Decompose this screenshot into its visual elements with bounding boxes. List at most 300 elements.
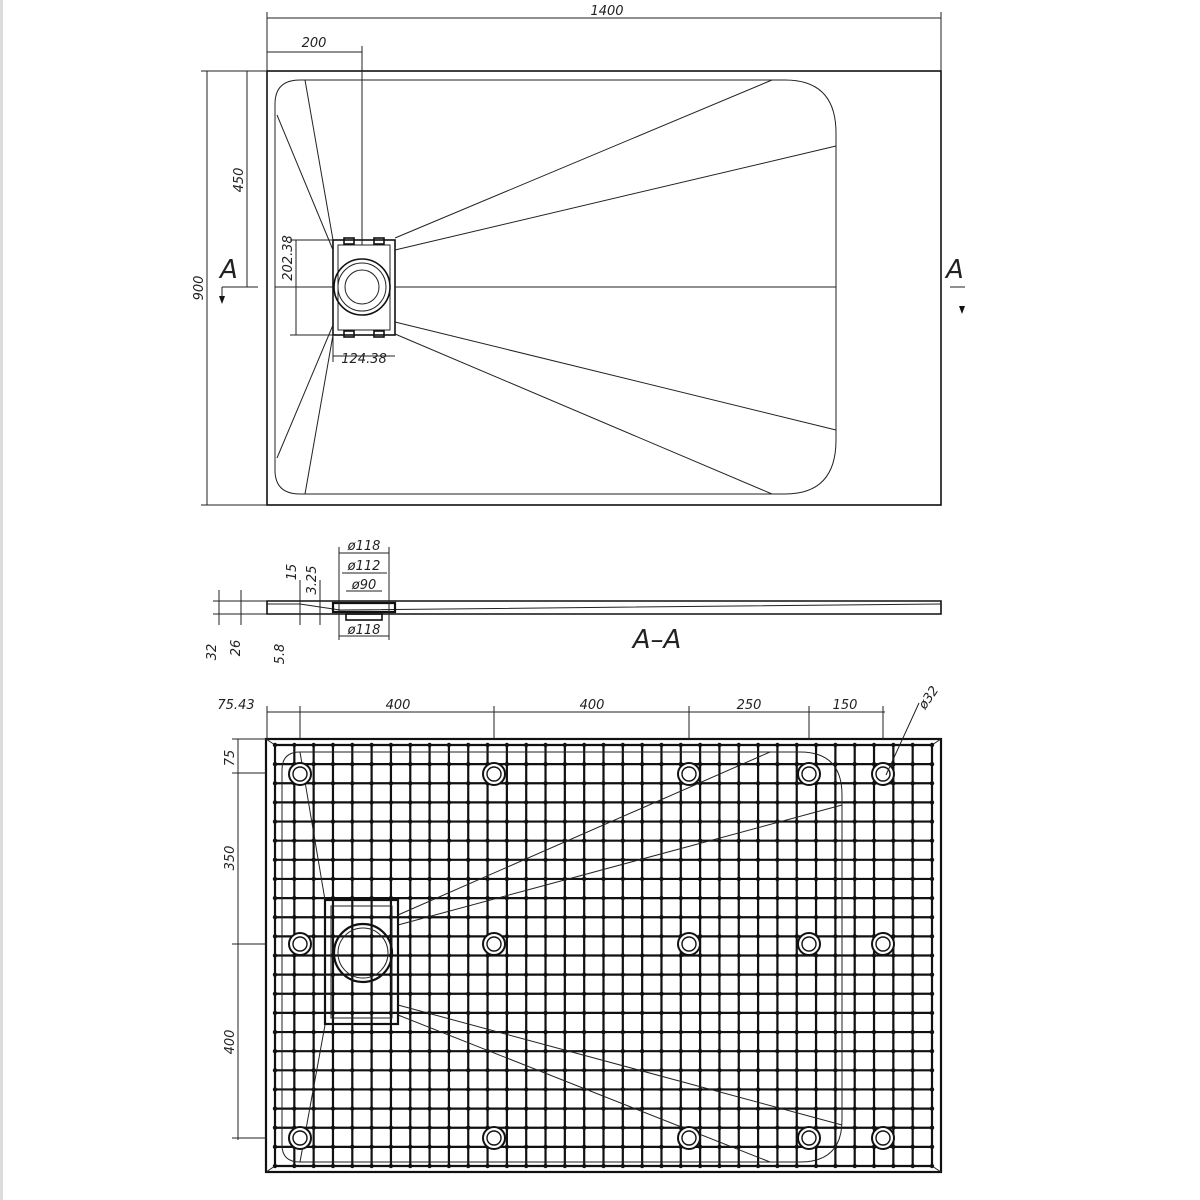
dim-label-75: 75 [223, 749, 238, 767]
rib-node [350, 762, 354, 766]
rib-node [872, 858, 876, 862]
rib-node [814, 743, 818, 747]
rib-node [698, 915, 702, 919]
rib-node [273, 1049, 277, 1053]
rib-node [775, 781, 779, 785]
rib-node [543, 972, 547, 976]
rib-node [795, 1087, 799, 1091]
rib-node [833, 838, 837, 842]
rib-node [408, 992, 412, 996]
rib-node [891, 1030, 895, 1034]
rib-node [427, 896, 431, 900]
rib-node [408, 1106, 412, 1110]
rib-node [563, 743, 567, 747]
rib-node [524, 1145, 528, 1149]
rib-node [853, 953, 857, 957]
rib-node [833, 1049, 837, 1053]
rib-node [389, 1030, 393, 1034]
rib-node [795, 781, 799, 785]
rib-node [582, 992, 586, 996]
rib-node [775, 1068, 779, 1072]
rib-node [833, 877, 837, 881]
rib-node [292, 1164, 296, 1168]
rib-node [853, 1011, 857, 1015]
rib-node [659, 1106, 663, 1110]
rib-node [389, 1087, 393, 1091]
rib-node [814, 858, 818, 862]
rib-node [601, 972, 605, 976]
rib-node [408, 1068, 412, 1072]
rib-node [563, 953, 567, 957]
rib-node [775, 953, 779, 957]
rib-node [930, 972, 934, 976]
leg-hole [872, 933, 894, 955]
rib-node [853, 915, 857, 919]
rib-node [427, 800, 431, 804]
rib-node [331, 858, 335, 862]
rib-node [311, 800, 315, 804]
rib-node [717, 800, 721, 804]
rib-node [910, 934, 914, 938]
rib-node [737, 781, 741, 785]
rib-node [447, 1087, 451, 1091]
rib-node [466, 858, 470, 862]
rib-node [505, 972, 509, 976]
dim-label-15: 15 [285, 563, 300, 581]
rib-node [910, 896, 914, 900]
rib-node [621, 858, 625, 862]
rib-node [389, 743, 393, 747]
rib-node [582, 972, 586, 976]
rib-node [910, 1164, 914, 1168]
rib-node [292, 743, 296, 747]
rib-node [447, 838, 451, 842]
rib-node [524, 1030, 528, 1034]
dim-drain-box-width [333, 335, 395, 367]
rib-node [601, 992, 605, 996]
rib-node [814, 1087, 818, 1091]
rib-node [601, 915, 605, 919]
rib-node [930, 877, 934, 881]
rib-node [350, 953, 354, 957]
rib-node [833, 1087, 837, 1091]
rib-node [273, 972, 277, 976]
rib-node [447, 858, 451, 862]
rib-node [930, 858, 934, 862]
rib-node [582, 762, 586, 766]
rib-node [659, 1126, 663, 1130]
rib-node [621, 800, 625, 804]
rib-node [698, 1106, 702, 1110]
rib-node [505, 1049, 509, 1053]
rib-node [621, 1049, 625, 1053]
rib-node [795, 1145, 799, 1149]
rib-node [369, 1049, 373, 1053]
rib-node [640, 762, 644, 766]
rib-node [930, 1164, 934, 1168]
rib-node [756, 992, 760, 996]
dim-label-3-25: 3.25 [305, 565, 320, 595]
rib-node [698, 1145, 702, 1149]
rib-node [795, 877, 799, 881]
rib-node [485, 800, 489, 804]
svg-text:A: A [220, 255, 238, 285]
rib-node [756, 972, 760, 976]
rib-node [543, 800, 547, 804]
rib-node [698, 1068, 702, 1072]
rib-node [311, 743, 315, 747]
rib-node [833, 972, 837, 976]
section-view [205, 539, 941, 664]
rib-node [659, 915, 663, 919]
rib-node [737, 1106, 741, 1110]
rib-node [601, 858, 605, 862]
rib-node [698, 819, 702, 823]
rib-node [756, 915, 760, 919]
rib-node [814, 1106, 818, 1110]
rib-node [698, 838, 702, 842]
rib-node [311, 1106, 315, 1110]
rib-node [427, 858, 431, 862]
leg-hole [289, 763, 311, 785]
dim-label-400-left: 400 [223, 1029, 238, 1055]
rib-node [795, 1106, 799, 1110]
rib-node [756, 1164, 760, 1168]
rib-node [737, 1030, 741, 1034]
rib-node [601, 838, 605, 842]
rib-node [853, 1087, 857, 1091]
rib-node [756, 1068, 760, 1072]
rib-node [466, 877, 470, 881]
rib-node [563, 992, 567, 996]
rib-node [292, 800, 296, 804]
rib-node [872, 1164, 876, 1168]
rib-node [543, 781, 547, 785]
rib-node [350, 838, 354, 842]
rib-node [930, 953, 934, 957]
dim-label-length: 1400 [590, 4, 624, 19]
rib-node [408, 1145, 412, 1149]
rib-node [505, 838, 509, 842]
rib-node [679, 838, 683, 842]
rib-node [795, 992, 799, 996]
rib-node [640, 877, 644, 881]
rib-node [872, 877, 876, 881]
rib-node [910, 972, 914, 976]
rib-node [292, 1106, 296, 1110]
rib-node [872, 915, 876, 919]
rib-node [601, 1068, 605, 1072]
rib-node [427, 743, 431, 747]
rib-node [505, 743, 509, 747]
rib-node [389, 762, 393, 766]
rib-node [891, 743, 895, 747]
rib-node [292, 877, 296, 881]
rib-node [389, 800, 393, 804]
rib-node [910, 838, 914, 842]
rib-node [833, 1030, 837, 1034]
rib-node [833, 915, 837, 919]
rib-node [833, 934, 837, 938]
rib-node [853, 972, 857, 976]
rib-node [369, 781, 373, 785]
rib-node [273, 1126, 277, 1130]
rib-node [679, 896, 683, 900]
rib-node [292, 896, 296, 900]
rib-node [930, 819, 934, 823]
rib-node [292, 1087, 296, 1091]
rib-node [311, 1030, 315, 1034]
rib-node [853, 858, 857, 862]
rib-node [621, 972, 625, 976]
rib-node [369, 1030, 373, 1034]
rib-node [679, 1068, 683, 1072]
rib-node [273, 877, 277, 881]
rib-node [930, 743, 934, 747]
rib-node [601, 1164, 605, 1168]
rib-node [698, 992, 702, 996]
rib-node [910, 800, 914, 804]
rib-node [891, 896, 895, 900]
rib-node [466, 1068, 470, 1072]
rib-node [389, 1049, 393, 1053]
rib-node [505, 762, 509, 766]
rib-node [408, 915, 412, 919]
plan-view [192, 4, 965, 505]
rib-node [427, 1068, 431, 1072]
rib-node [621, 877, 625, 881]
rib-node [679, 1087, 683, 1091]
rib-node [273, 781, 277, 785]
rib-node [795, 896, 799, 900]
rib-node [524, 838, 528, 842]
rib-node [717, 819, 721, 823]
dim-label-400-a: 400 [385, 698, 411, 713]
rib-node [621, 915, 625, 919]
rib-node [621, 934, 625, 938]
rib-node [311, 992, 315, 996]
rib-node [505, 953, 509, 957]
rib-node [737, 858, 741, 862]
rib-node [273, 1087, 277, 1091]
rib-node [698, 972, 702, 976]
rib-node [582, 1068, 586, 1072]
rib-node [601, 1011, 605, 1015]
svg-text:A: A [946, 255, 964, 285]
rib-node [466, 819, 470, 823]
rib-node [563, 762, 567, 766]
rib-node [717, 877, 721, 881]
rib-node [872, 1030, 876, 1034]
rib-node [350, 1106, 354, 1110]
rib-node [640, 1145, 644, 1149]
rib-node [485, 858, 489, 862]
rib-node [679, 992, 683, 996]
leg-hole [798, 763, 820, 785]
rib-node [601, 896, 605, 900]
rib-node [389, 858, 393, 862]
rib-node [910, 743, 914, 747]
rib-node [640, 915, 644, 919]
dim-overall-length [267, 4, 941, 71]
dim-label-d90: ø90 [351, 578, 377, 593]
rib-node [292, 838, 296, 842]
rib-node [737, 896, 741, 900]
rib-node [698, 1087, 702, 1091]
rib-node [833, 800, 837, 804]
rib-node [331, 1145, 335, 1149]
rib-node [427, 1164, 431, 1168]
rib-node [466, 953, 470, 957]
rib-node [427, 819, 431, 823]
rib-node [930, 915, 934, 919]
rib-node [582, 1030, 586, 1034]
rib-node [737, 1145, 741, 1149]
rib-node [659, 743, 663, 747]
rib-node [369, 1087, 373, 1091]
rib-node [311, 858, 315, 862]
rib-node [910, 781, 914, 785]
rib-node [369, 1164, 373, 1168]
rib-node [756, 1145, 760, 1149]
rib-node [737, 934, 741, 938]
rib-node [853, 934, 857, 938]
rib-node [621, 838, 625, 842]
rib-node [273, 1145, 277, 1149]
rib-node [350, 1126, 354, 1130]
leg-hole [872, 763, 894, 785]
rib-node [350, 1049, 354, 1053]
rib-node [331, 838, 335, 842]
rib-node [543, 1030, 547, 1034]
rib-node [872, 992, 876, 996]
rib-node [717, 762, 721, 766]
dim-label-box-height: 202.38 [281, 235, 296, 281]
rib-node [930, 1068, 934, 1072]
rib-node [910, 877, 914, 881]
dim-label-5-8: 5.8 [273, 643, 288, 665]
rib-node [621, 1068, 625, 1072]
rib-node [524, 1106, 528, 1110]
rib-node [524, 1049, 528, 1053]
rib-node [872, 1068, 876, 1072]
rib-node [466, 1030, 470, 1034]
rib-node [872, 1106, 876, 1110]
rib-node [853, 1106, 857, 1110]
rib-node [795, 1030, 799, 1034]
rib-node [679, 743, 683, 747]
underside-drain [325, 900, 398, 1024]
rib-node [910, 1030, 914, 1034]
rib-node [447, 953, 451, 957]
rib-node [563, 1030, 567, 1034]
rib-node [524, 1068, 528, 1072]
rib-node [910, 1049, 914, 1053]
rib-node [292, 1030, 296, 1034]
rib-node [872, 972, 876, 976]
rib-node [737, 915, 741, 919]
rib-node [408, 800, 412, 804]
rib-node [524, 819, 528, 823]
rib-node [350, 1087, 354, 1091]
rib-node [505, 1011, 509, 1015]
rib-node [910, 1126, 914, 1130]
rib-node [698, 1030, 702, 1034]
rib-node [292, 819, 296, 823]
rib-node [466, 934, 470, 938]
rib-node [621, 762, 625, 766]
rib-node [524, 915, 528, 919]
rib-node [408, 858, 412, 862]
rib-node [311, 762, 315, 766]
rib-node [485, 992, 489, 996]
rib-node [543, 934, 547, 938]
rib-node [331, 877, 335, 881]
rib-node [679, 1011, 683, 1015]
rib-node [601, 934, 605, 938]
rib-node [369, 1011, 373, 1015]
rib-node [485, 1030, 489, 1034]
rib-node [621, 1030, 625, 1034]
rib-node [756, 1126, 760, 1130]
rib-node [601, 762, 605, 766]
rib-node [427, 838, 431, 842]
rib-node [717, 1106, 721, 1110]
rib-node [485, 1011, 489, 1015]
rib-node [601, 1030, 605, 1034]
rib-node [775, 877, 779, 881]
rib-node [872, 819, 876, 823]
rib-node [814, 877, 818, 881]
rib-node [659, 877, 663, 881]
dim-label-d112: ø112 [347, 559, 381, 574]
rib-node [466, 1087, 470, 1091]
rib-node [833, 896, 837, 900]
rib-node [389, 1068, 393, 1072]
rib-node [485, 1164, 489, 1168]
rib-node [563, 896, 567, 900]
rib-node [833, 953, 837, 957]
leg-hole [483, 763, 505, 785]
rib-node [447, 1164, 451, 1168]
rib-node [814, 1030, 818, 1034]
rib-node [640, 1030, 644, 1034]
rib-node [505, 800, 509, 804]
rib-node [795, 934, 799, 938]
rib-node [601, 1145, 605, 1149]
dim-label-75-43: 75.43 [217, 698, 255, 713]
rib-node [311, 1011, 315, 1015]
rib-node [524, 800, 528, 804]
rib-node [833, 1106, 837, 1110]
rib-node [543, 915, 547, 919]
rib-node [640, 1049, 644, 1053]
rib-node [717, 1030, 721, 1034]
rib-node [910, 1145, 914, 1149]
rib-node [891, 1049, 895, 1053]
rib-node [543, 1106, 547, 1110]
rib-node [891, 1106, 895, 1110]
rib-node [331, 743, 335, 747]
rib-node [408, 877, 412, 881]
rib-node [930, 781, 934, 785]
rib-node [601, 1049, 605, 1053]
rib-node [717, 858, 721, 862]
rib-node [756, 1030, 760, 1034]
rib-node [872, 953, 876, 957]
rib-node [910, 858, 914, 862]
rib-node [447, 1106, 451, 1110]
